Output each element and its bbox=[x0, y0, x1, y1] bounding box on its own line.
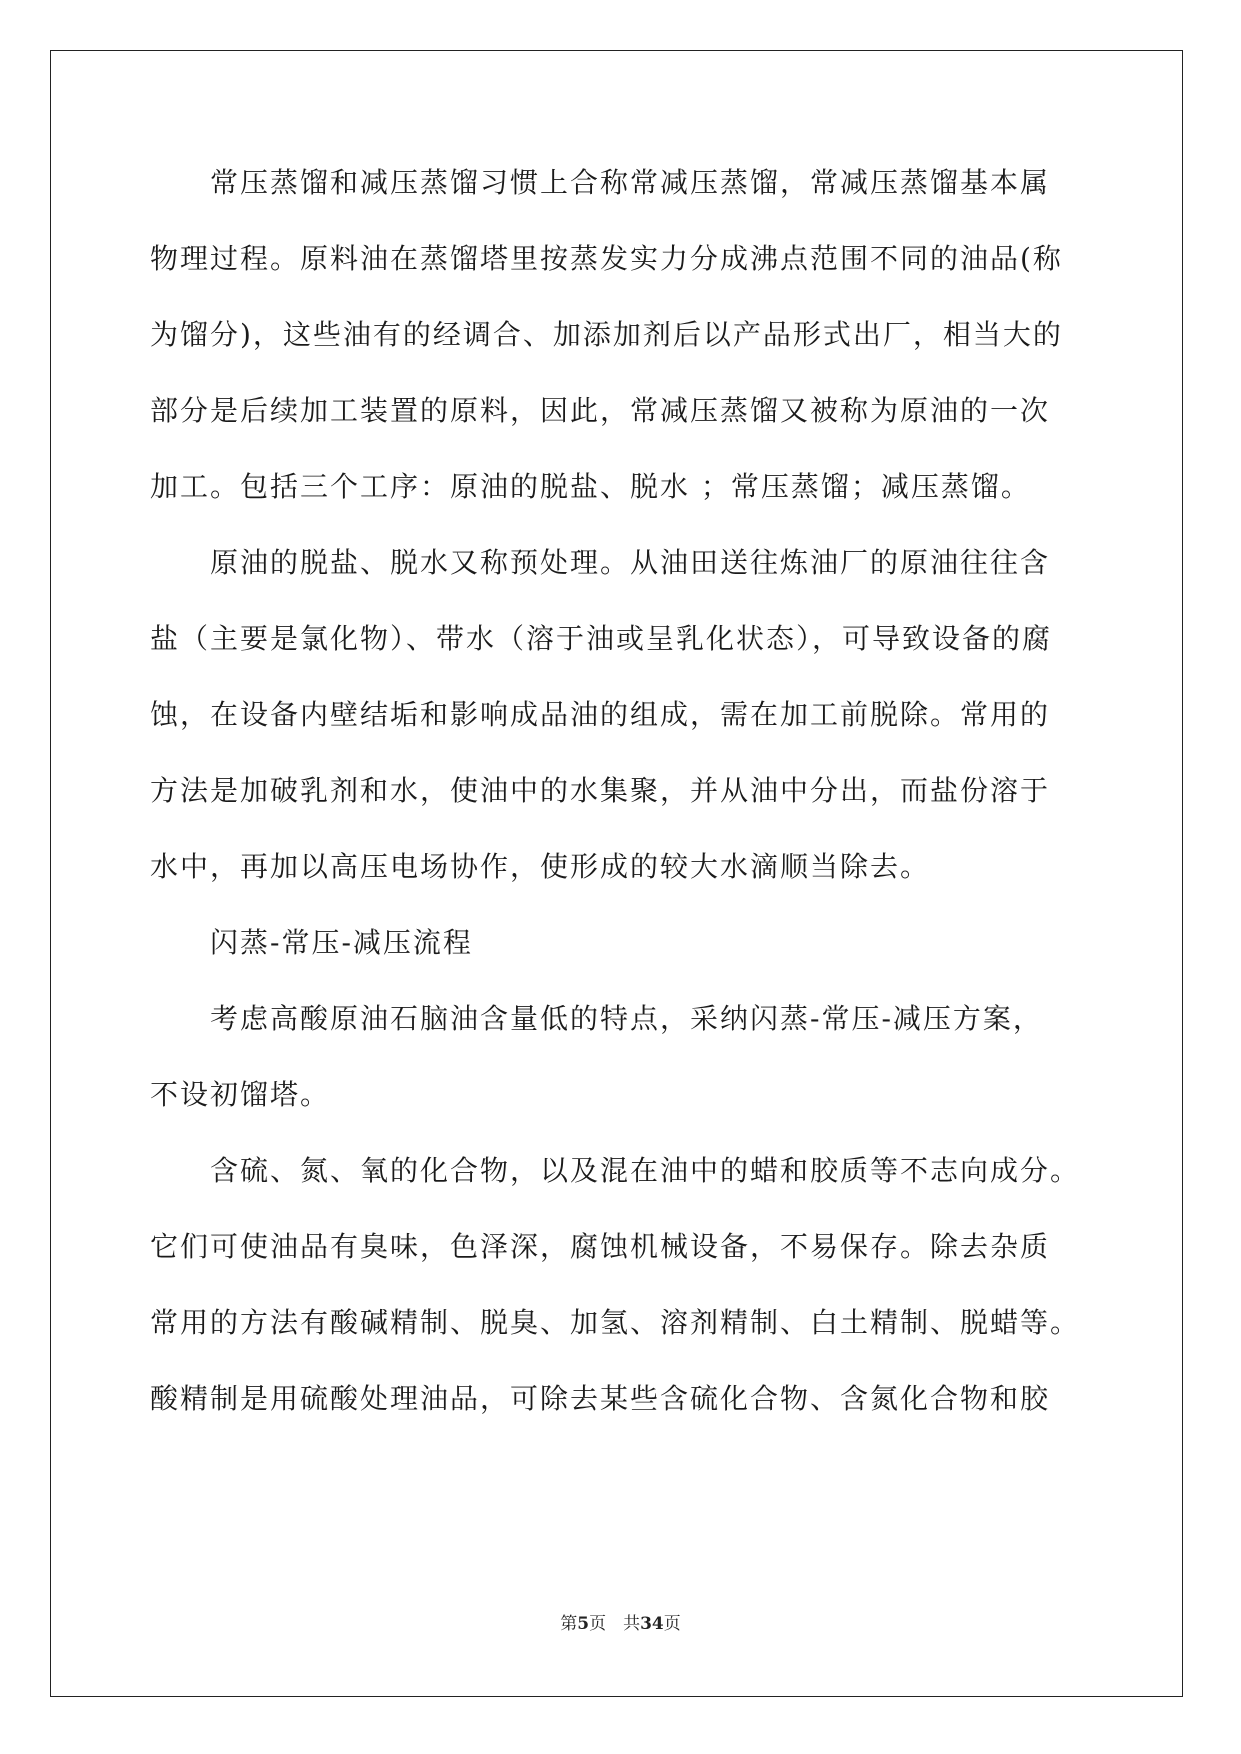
text-line: 酸精制是用硫酸处理油品，可除去某些含硫化合物、含氮化合物和胶 bbox=[150, 1382, 1051, 1415]
text-line: 常用的方法有酸碱精制、脱臭、加氢、溶剂精制、白土精制、脱蜡等。 bbox=[150, 1306, 1081, 1339]
text-line: 盐（主要是氯化物）、带水（溶于油或呈乳化状态），可导致设备的腐 bbox=[150, 622, 1053, 655]
text-line: 考虑高酸原油石脑油含量低的特点，采纳闪蒸-常压-减压方案， bbox=[150, 1002, 1043, 1035]
text-line: 物理过程。原料油在蒸馏塔里按蒸发实力分成沸点范围不同的油品(称 bbox=[150, 242, 1063, 275]
text-line: 不设初馏塔。 bbox=[150, 1078, 331, 1111]
footer-suffix: 页 bbox=[663, 1614, 681, 1634]
text-line: 含硫、氮、氧的化合物，以及混在油中的蜡和胶质等不志向成分。 bbox=[150, 1154, 1081, 1187]
text-line: 加工。包括三个工序：原油的脱盐、脱水 ；常压蒸馏；减压蒸馏。 bbox=[150, 470, 1031, 503]
footer-mid: 页 共 bbox=[589, 1614, 641, 1634]
total-pages-number: 34 bbox=[640, 1614, 664, 1634]
text-line: 水中，再加以高压电场协作，使形成的较大水滴顺当除去。 bbox=[150, 850, 931, 883]
text-line: 原油的脱盐、脱水又称预处理。从油田送往炼油厂的原油往往含 bbox=[150, 546, 1051, 579]
page-footer bbox=[0, 1612, 1241, 1636]
text-line: 它们可使油品有臭味，色泽深，腐蚀机械设备，不易保存。除去杂质 bbox=[150, 1230, 1051, 1263]
text-line: 常压蒸馏和减压蒸馏习惯上合称常减压蒸馏，常减压蒸馏基本属 bbox=[150, 166, 1051, 199]
footer-prefix: 第 bbox=[560, 1614, 578, 1634]
current-page-number: 5 bbox=[577, 1614, 590, 1634]
text-line: 为馏分)，这些油有的经调合、加添加剂后以产品形式出厂，相当大的 bbox=[150, 318, 1063, 351]
section-heading: 闪蒸-常压-减压流程 bbox=[150, 926, 473, 959]
text-line: 蚀，在设备内壁结垢和影响成品油的组成，需在加工前脱除。常用的 bbox=[150, 698, 1051, 731]
text-line: 部分是后续加工装置的原料，因此，常减压蒸馏又被称为原油的一次 bbox=[150, 394, 1051, 427]
text-line: 方法是加破乳剂和水，使油中的水集聚，并从油中分出，而盐份溶于 bbox=[150, 774, 1051, 807]
